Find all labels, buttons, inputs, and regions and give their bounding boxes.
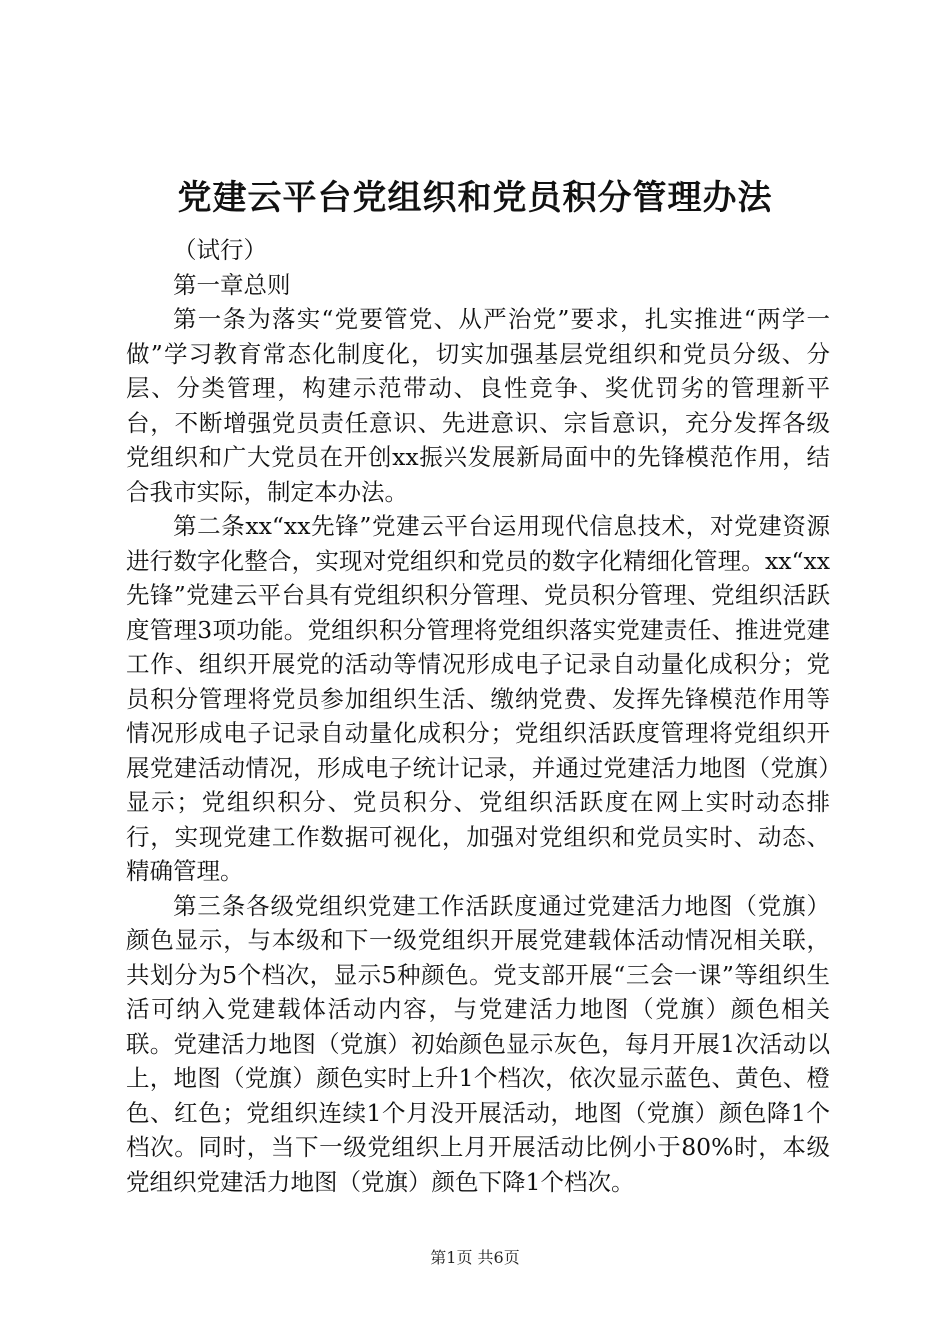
page-number-footer: 第1页 共6页 (430, 1248, 520, 1267)
document-subtitle: （试行） (173, 236, 267, 264)
document-body (126, 233, 830, 1199)
document-title: 党建云平台党组织和党员积分管理办法 (177, 178, 773, 218)
article-3-paragraph: 第三条各级党组织党建工作活跃度通过党建活力地图（党旗）颜色显示，与本级和下一级党组织开展党建载体活动情况相关联，共划分为5个档次，显示5种颜色。党支部开展“三会一课”等组织生活可纳入党建载体活动内容，与党建活力地图（党旗）颜色相关联。党建活力地图（党旗）初始颜色显示灰色，每月开展1次活动以上，地图（党旗）颜色实时上升1个档次，依次显示蓝色、黄色、橙色、红色；党组织连续1个月没开展活动，地图（党旗）颜色降1个档次。同时，当下一级党组织上月开展活动比例小于80%时，本级党组织党建活力地图（党旗）颜色下降1个档次。 (126, 891, 830, 1196)
chapter-heading: 第一章总则 (173, 270, 291, 299)
article-2-paragraph: 第二条xx“xx先锋”党建云平台运用现代信息技术，对党建资源进行数字化整合，实现对党组织和党员的数字化精细化管理。xx“xx先锋”党建云平台具有党组织积分管理、党员积分管理、党组织活跃度管理3项功能。党组织积分管理将党组织落实党建责任、推进党建工作、组织开展党的活动等情况形成电子记录自动量化成积分；党员积分管理将党员参加组织生活、缴纳党费、发挥先锋模范作用等情况形成电子记录自动量化成积分；党组织活跃度管理将党组织开展党建活动情况，形成电子统计记录，并通过党建活力地图（党旗）显示；党组织积分、党员积分、党组织活跃度在网上实时动态排行，实现党建工作数据可视化，加强对党组织和党员实时、动态、精确管理。 (126, 512, 830, 885)
article-1-paragraph: 第一条为落实“党要管党、从严治党”要求，扎实推进“两学一做”学习教育常态化制度化，切实加强基层党组织和党员分级、分层、分类管理，构建示范带动、良性竞争、奖优罚劣的管理新平台，不断增强党员责任意识、先进意识、宗旨意识，充分发挥各级党组织和广大党员在开创xx振兴发展新局面中的先锋模范作用，结合我市实际，制定本办法。 (126, 305, 830, 506)
